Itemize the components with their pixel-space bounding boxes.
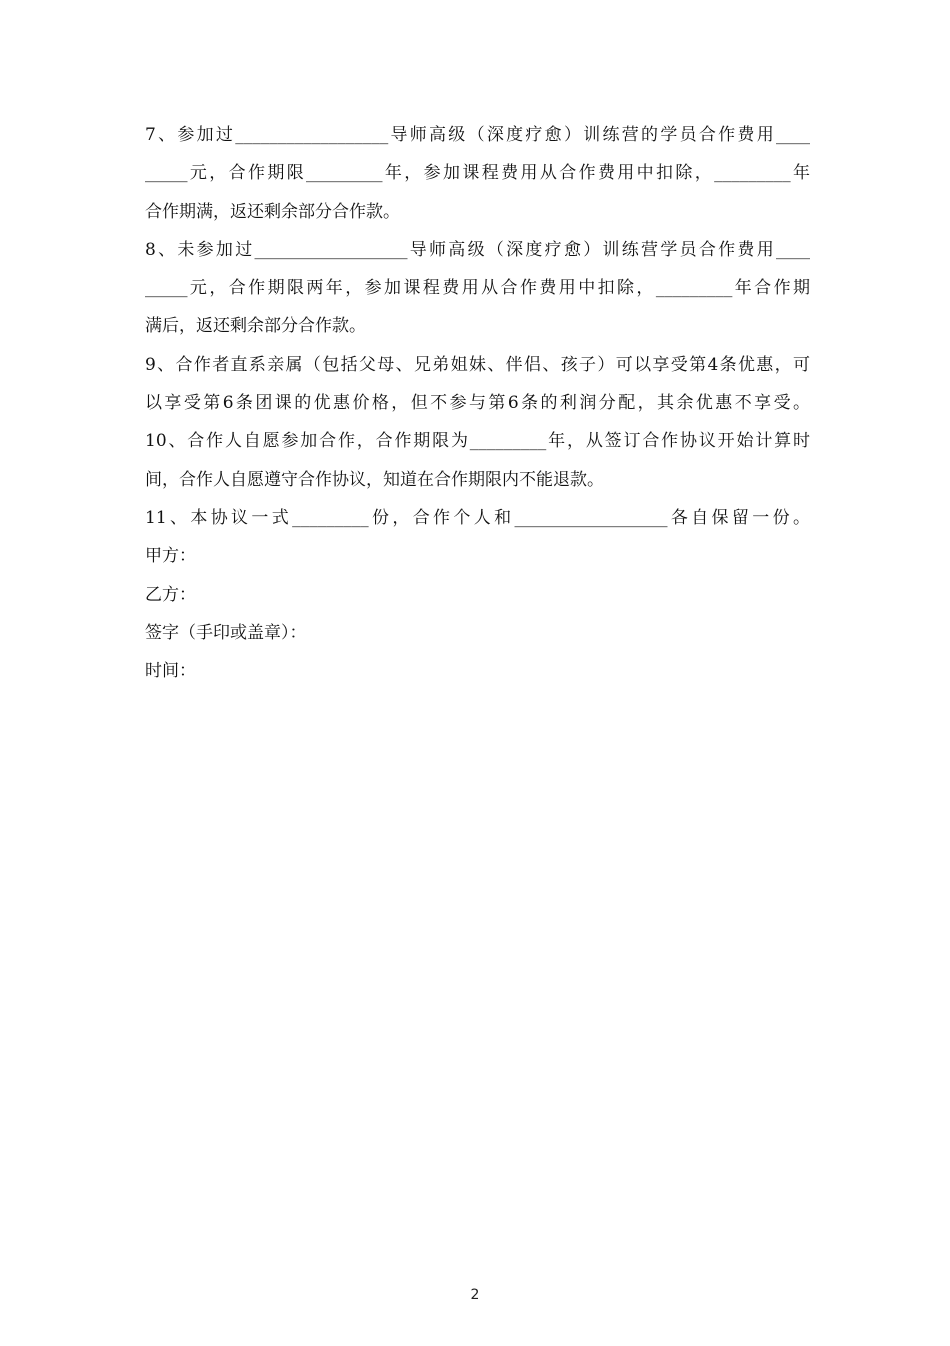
page-number: 2 (470, 1287, 480, 1303)
clause-9-line-2: 以享受第6条团课的优惠价格，但不参与第6条的利润分配，其余优惠不享受。 (145, 393, 810, 414)
clause-7-line-1: 7、参加过__________________导师高级（深度疗愈）训练营的学员合作费用____ (145, 125, 810, 145)
clause-9-line-1: 9、合作者直系亲属（包括父母、兄弟姐妹、伴侣、孩子）可以享受第4条优惠，可 (145, 354, 810, 375)
agreement-body (145, 116, 810, 690)
party-b-label: 乙方： (145, 584, 196, 605)
party-a-label: 甲方： (145, 546, 196, 567)
clause-11-line: 11、本协议一式_________份，合作个人和__________________各自保留一份。 (145, 507, 810, 528)
clause-7-line-2: _____元，合作期限_________年，参加课程费用从合作费用中扣除，_________年 (145, 163, 810, 184)
clause-8-line-2: _____元，合作期限两年，参加课程费用从合作费用中扣除，_________年合作期 (145, 278, 810, 299)
date-label: 时间： (145, 661, 196, 682)
clause-8-line-3: 满后，返还剩余部分合作款。 (145, 316, 366, 337)
clause-8-line-1: 8、未参加过__________________导师高级（深度疗愈）训练营学员合作费用____ (145, 239, 810, 260)
clause-7-line-3: 合作期满，返还剩余部分合作款。 (145, 201, 400, 222)
signature-label: 签字（手印或盖章）： (145, 622, 307, 643)
clause-10-line-1: 10、合作人自愿参加合作，合作期限为_________年，从签订合作协议开始计算时 (145, 431, 810, 452)
clause-10-line-2: 间，合作人自愿遵守合作协议，知道在合作期限内不能退款。 (145, 469, 604, 490)
